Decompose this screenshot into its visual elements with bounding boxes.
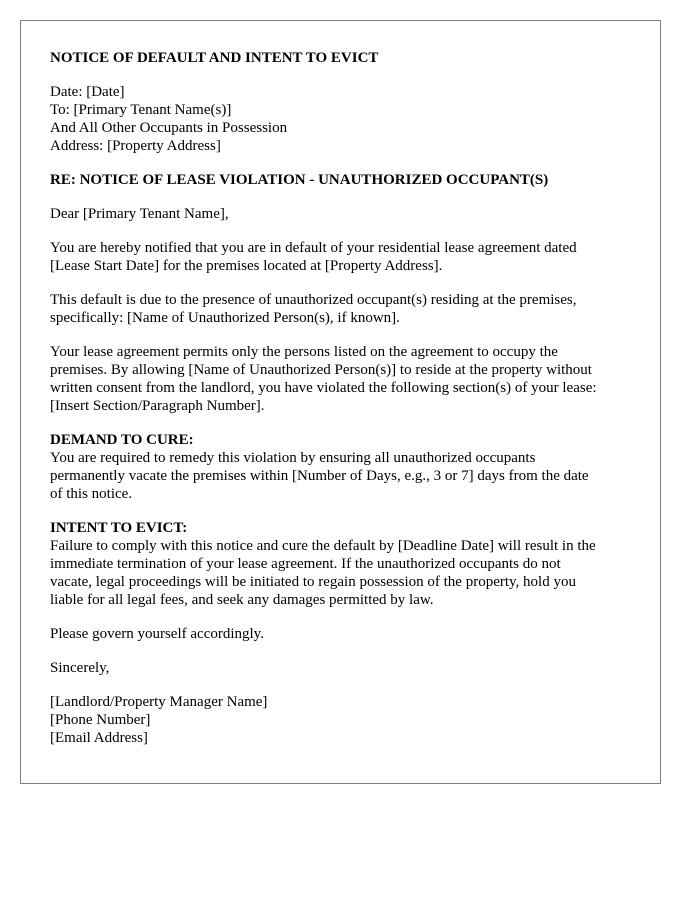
paragraph-line: written consent from the landlord, you have violated the following section(s) of your lease: [50,380,597,396]
intent-to-evict-section [50,519,640,609]
date-line: Date: [Date] [50,84,125,100]
signature-email: [Email Address] [50,730,148,746]
signature-name: [Landlord/Property Manager Name] [50,694,268,710]
paragraph-line: This default is due to the presence of unauthorized occupant(s) residing at the premises, [50,292,577,308]
paragraph-line: You are required to remedy this violation by ensuring all unauthorized occupants [50,450,536,466]
paragraph-line: vacate, legal proceedings will be initiated to regain possession of the property, hold you [50,574,576,590]
demand-to-cure-title: DEMAND TO CURE: [50,432,194,448]
paragraph-line: of this notice. [50,486,133,502]
signature-block [50,693,640,747]
paragraph-line: immediate termination of your lease agreement. If the unauthorized occupants do not [50,556,561,572]
recipient-line: To: [Primary Tenant Name(s)] [50,102,232,118]
signature-phone: [Phone Number] [50,712,151,728]
paragraph-line: [Lease Start Date] for the premises located at [Property Address]. [50,258,443,274]
salutation: Dear [Primary Tenant Name], [50,206,229,222]
closing-note: Please govern yourself accordingly. [50,626,264,642]
paragraph-line: You are hereby notified that you are in default of your residential lease agreement dated [50,240,577,256]
sign-off: Sincerely, [50,660,110,676]
paragraph-line: permanently vacate the premises within [Number of Days, e.g., 3 or 7] days from the date [50,468,589,484]
paragraph-line: specifically: [Name of Unauthorized Person(s), if known]. [50,310,400,326]
demand-to-cure-section [50,431,640,503]
document-body [50,49,640,763]
paragraph-lease-violation [50,343,640,415]
occupants-line: And All Other Occupants in Possession [50,120,288,136]
paragraph-default-reason [50,291,640,327]
intent-to-evict-title: INTENT TO EVICT: [50,520,188,536]
paragraph-line: Failure to comply with this notice and cure the default by [Deadline Date] will result in the [50,538,596,554]
address-line: Address: [Property Address] [50,138,221,154]
paragraph-line: liable for all legal fees, and seek any damages permitted by law. [50,592,434,608]
document-page [20,20,661,784]
paragraph-line: [Insert Section/Paragraph Number]. [50,398,265,414]
document-title: NOTICE OF DEFAULT AND INTENT TO EVICT [50,50,379,66]
paragraph-default-notice [50,239,640,275]
paragraph-line: premises. By allowing [Name of Unauthorized Person(s)] to reside at the property without [50,362,592,378]
subject-line: RE: NOTICE OF LEASE VIOLATION - UNAUTHORIZED OCCUPANT(S) [50,172,549,188]
paragraph-line: Your lease agreement permits only the persons listed on the agreement to occupy the [50,344,558,360]
header-block [50,83,640,155]
